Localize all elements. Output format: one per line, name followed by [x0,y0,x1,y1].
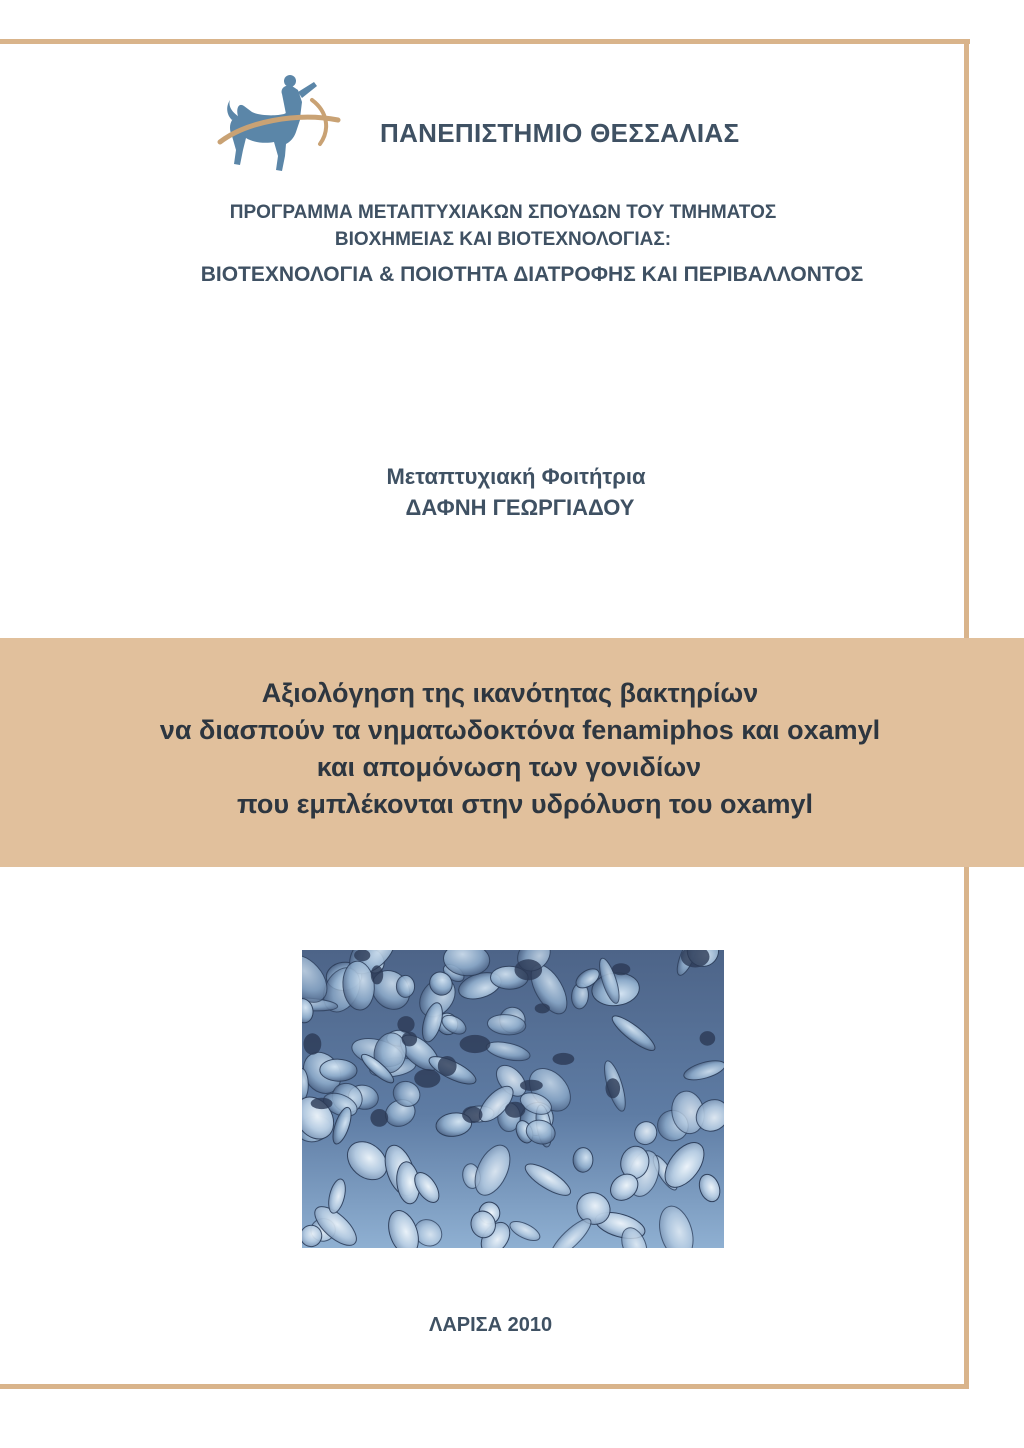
thesis-title-line-3: και απομόνωση των γονιδίων [316,752,702,782]
city-year: ΛΑΡΙΣΑ 2010 [429,1314,553,1336]
thesis-title-line-4: που εμπλέκονται στην υδρόλυση του oxamyl [236,789,814,819]
program-line-3: ΒΙΟΤΕΧΝΟΛΟΓΙΑ & ΠΟΙΟΤΗΤΑ ΔΙΑΤΡΟΦΗΣ ΚΑΙ ΠΕΡΙΒΑΛΛΟΝΤΟΣ [200,263,864,286]
frame-border-bottom [0,1384,969,1389]
student-name: ΔΑΦΝΗ ΓΕΩΡΓΙΑΔΟΥ [405,495,635,520]
frame-border-top [0,39,970,44]
program-line-2: ΒΙΟΧΗΜΕΙΑΣ ΚΑΙ ΒΙΟΤΕΧΝΟΛΟΓΙΑΣ: [334,229,672,250]
student-role: Μεταπτυχιακή Φοιτήτρια [386,464,646,489]
university-name: ΠΑΝΕΠΙΣΤΗΜΙΟ ΘΕΣΣΑΛΙΑΣ [380,118,740,148]
bacteria-micrograph-image [302,950,724,1248]
thesis-title-line-1: Αξιολόγηση της ικανότητας βακτηρίων [261,678,759,708]
thesis-title-line-2: να διασπούν τα νηματωδοκτόνα fenamiphos και oxamyl [159,715,881,745]
centaur-logo-icon [216,72,344,180]
program-line-1: ΠΡΟΓΡΑΜΜΑ ΜΕΤΑΠΤΥΧΙΑΚΩΝ ΣΠΟΥΔΩΝ ΤΟΥ ΤΜΗΜΑΤΟΣ [229,202,777,223]
